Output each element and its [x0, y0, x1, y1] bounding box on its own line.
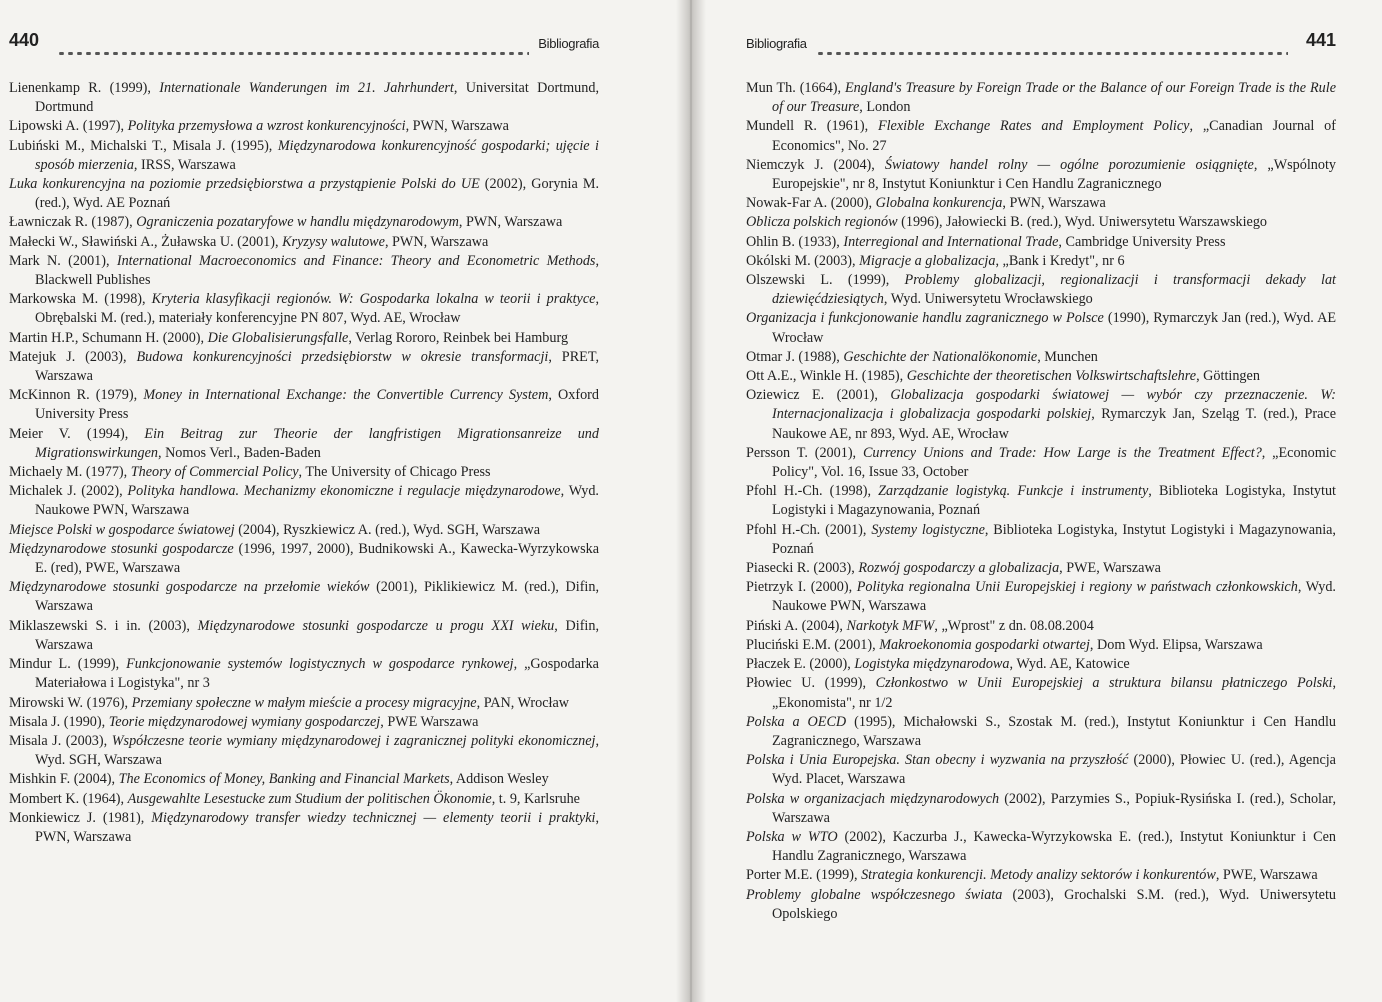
bibliography-entry — [9, 213, 599, 232]
entry-publication: , Wyd. Uniwersytetu Wrocławskiego — [883, 291, 1093, 308]
entry-title: Polska a OECD — [746, 713, 847, 730]
entry-publication: , PWN, Warszawa — [405, 118, 509, 135]
bibliography-entry — [746, 271, 1336, 309]
bibliography-entry — [9, 732, 599, 770]
entry-author-year: Pfohl H.-Ch. (1998), — [746, 483, 879, 500]
bibliography-entry — [9, 290, 599, 328]
entry-title: Die Globalisierungsfalle — [207, 329, 349, 346]
entry-publication: , Dom Wyd. Elipsa, Warszawa — [1089, 636, 1263, 653]
entry-title: Strategia konkurencji. Metody analizy sektorów i konkurentów — [861, 867, 1216, 884]
bibliography-entry — [9, 578, 599, 616]
entry-title: Zarządzanie logistyką. Funkcje i instrumenty — [878, 483, 1149, 500]
entry-publication: , Biblioteka Logistyka, Instytut Logistyki i Magazynowania, Poznań — [772, 521, 1336, 557]
header-dotted-rule — [57, 52, 529, 55]
bibliography-entry — [9, 175, 599, 213]
entry-title: Polityka handlowa. Mechanizmy ekonomiczne i regulacje międzynarodowe — [127, 483, 561, 500]
bibliography-entry — [9, 463, 599, 482]
entry-publication: , PWN, Warszawa — [384, 233, 489, 250]
entry-publication: , Biblioteka Logistyka, Instytut Logistyki i Magazynowania, Poznań — [772, 483, 1336, 519]
bibliography-entry — [9, 348, 599, 386]
page-number: 440 — [9, 30, 40, 50]
bibliography-list — [9, 79, 599, 847]
entry-publication: (2003), Grochalski S.M. (red.), Wyd. Uniwersytetu Opolskiego — [772, 886, 1336, 922]
entry-title: Money in International Exchange: the Convertible Currency System — [143, 387, 549, 404]
entry-author-year: Mun Th. (1664), — [746, 80, 846, 96]
entry-publication: , PWE, Warszawa — [1059, 560, 1161, 577]
entry-title: Internationale Wanderungen im 21. Jahrhundert — [159, 80, 454, 96]
entry-title: Międzynarodowe stosunki gospodarcze — [9, 540, 234, 557]
bibliography-entry — [9, 540, 599, 578]
entry-title: Międzynarodowe stosunki gospodarcze na przełomie wieków — [9, 579, 370, 596]
entry-publication: (2002), Gorynia M. (red.), Wyd. AE Poznań — [35, 176, 599, 212]
entry-title: Ein Beitrag zur Theorie der langfristigen Migrationsanreize und Migrationswirkungen — [35, 425, 599, 461]
page-number: 441 — [1305, 30, 1336, 50]
bibliography-entry — [746, 252, 1336, 271]
entry-author-year: Otmar J. (1988), — [746, 348, 844, 365]
entry-publication: , „Gospodarka Materiałowa i Logistyka", nr 3 — [35, 656, 599, 692]
entry-author-year: Ławniczak R. (1987), — [9, 214, 137, 231]
bibliography-entry — [9, 482, 599, 520]
entry-author-year: Pluciński E.M. (2001), — [746, 636, 880, 653]
entry-title: Problemy globalizacji, regionalizacji i transformacji dekady lat dziewięćdziesiątych — [772, 272, 1336, 308]
entry-publication: , „Ekonomista", nr 1/2 — [772, 675, 1336, 711]
entry-publication: , IRSS, Warszawa — [133, 156, 236, 173]
entry-title: Polityka regionalna Unii Europejskiej i regiony w państwach członkowskich — [856, 579, 1298, 596]
bibliography-entry — [9, 386, 599, 424]
running-head: Bibliografia — [538, 36, 599, 51]
entry-title: Międzynarodowy transfer wiedzy technicznej — elementy teorii i praktyki — [151, 809, 596, 826]
entry-publication: (1990), Rymarczyk Jan (red.), Wyd. AE Wrocław — [772, 310, 1336, 346]
bibliography-entry — [9, 713, 599, 732]
entry-publication: (1996), Jałowiecki B. (red.), Wyd. Uniwersytetu Warszawskiego — [897, 214, 1268, 231]
entry-title: International Macroeconomics and Finance: Theory and Econometric Methods — [116, 252, 596, 269]
bibliography-entry — [746, 751, 1336, 789]
entry-publication: , Nomos Verl., Baden-Baden — [157, 444, 321, 461]
entry-author-year: Płowiec U. (1999), — [746, 675, 876, 692]
entry-title: Globalizacja gospodarki światowej — wybór czy przeznaczenie. W: Internacjonalizacja i globalizacja gospodarki polskiej — [772, 387, 1336, 423]
entry-title: Funkcjonowanie systemów logistycznych w gospodarce rynkowej — [126, 656, 514, 673]
bibliography-entry — [746, 482, 1336, 520]
entry-title: Kryteria klasyfikacji regionów. W: Gospodarka lokalna w teorii i praktyce — [151, 291, 596, 308]
entry-publication: , „Wprost" z dn. 08.08.2004 — [934, 617, 1094, 634]
bibliography-entry — [746, 713, 1336, 751]
entry-author-year: Michaely M. (1977), — [9, 464, 131, 481]
entry-publication: , PWN, Warszawa — [1002, 195, 1106, 212]
entry-author-year: Monkiewicz J. (1981), — [9, 809, 152, 826]
entry-publication: , PAN, Wrocław — [476, 694, 570, 711]
entry-publication: , Munchen — [1037, 348, 1098, 365]
bibliography-entry — [746, 367, 1336, 386]
entry-publication: , Wyd. SGH, Warszawa — [35, 732, 599, 769]
entry-title: Geschichte der theoretischen Volkswirtschaftslehre — [906, 368, 1197, 385]
entry-publication: , Wyd. AE, Katowice — [1009, 656, 1130, 673]
entry-publication: , Cambridge University Press — [1058, 233, 1226, 250]
entry-title: The Economics of Money, Banking and Financial Markets — [118, 771, 450, 788]
entry-publication: , „Wspólnoty Europejskie", nr 8, Instytut Koniunktur i Cen Handlu Zagranicznego — [772, 156, 1336, 193]
entry-publication: , Obrębalski M. (red.), materiały konferencyjne PN 807, Wyd. AE, Wrocław — [35, 291, 599, 327]
bibliography-entry — [746, 828, 1336, 866]
entry-author-year: Piasecki R. (2003), — [746, 560, 859, 577]
entry-publication: , Addison Wesley — [449, 771, 549, 788]
entry-author-year: Misala J. (2003), — [9, 732, 112, 749]
entry-publication: , PWE, Warszawa — [1215, 867, 1318, 884]
bibliography-entry — [9, 809, 599, 847]
entry-title: Budowa konkurencyjności przedsiębiorstw w okresie transformacji — [136, 348, 549, 365]
entry-author-year: Płaczek E. (2000), — [746, 656, 855, 673]
entry-author-year: Martin H.P., Schumann H. (2000), — [9, 329, 208, 346]
entry-title: Makroekonomia gospodarki otwartej — [879, 636, 1090, 653]
bibliography-entry — [746, 233, 1336, 252]
entry-author-year: Lienenkamp R. (1999), — [9, 80, 160, 96]
entry-author-year: Okólski M. (2003), — [746, 252, 860, 269]
bibliography-entry — [746, 790, 1336, 828]
entry-title: Teorie międzynarodowej wymiany gospodarczej — [108, 713, 381, 730]
entry-title: Kryzysy walutowe — [282, 233, 385, 250]
entry-title: Współczesne teorie wymiany międzynarodowej i zagranicznej polityki ekonomicznej — [111, 732, 596, 749]
entry-title: Polska i Unia Europejska. Stan obecny i wyzwania na przyszłość — [746, 752, 1129, 769]
entry-title: Miejsce Polski w gospodarce światowej — [9, 521, 235, 538]
entry-author-year: Pietrzyk I. (2000), — [746, 579, 857, 596]
entry-author-year: Lipowski A. (1997), — [9, 118, 128, 135]
bibliography-entry — [9, 694, 599, 713]
entry-publication: , Oxford University Press — [35, 387, 599, 423]
entry-author-year: Piński A. (2004), — [746, 617, 847, 634]
bibliography-entry — [9, 770, 599, 789]
entry-publication: , The University of Chicago Press — [298, 464, 491, 481]
running-head: Bibliografia — [746, 36, 807, 51]
entry-publication: , „Canadian Journal of Economics", No. 27 — [772, 118, 1336, 154]
bibliography-entry — [9, 329, 599, 348]
entry-author-year: Ott A.E., Winkle H. (1985), — [746, 368, 907, 385]
entry-author-year: Mirowski W. (1976), — [9, 694, 132, 711]
entry-publication: , Blackwell Publishes — [35, 252, 599, 289]
entry-title: Flexible Exchange Rates and Employment Policy — [877, 118, 1190, 135]
bibliography-entry — [9, 252, 599, 290]
entry-title: Organizacja i funkcjonowanie handlu zagranicznego w Polsce — [746, 310, 1104, 327]
bibliography-entry — [9, 617, 599, 655]
entry-publication: , „Economic Policy", Vol. 16, Issue 33, October — [772, 444, 1336, 481]
entry-author-year: Niemczyk J. (2004), — [746, 156, 885, 173]
entry-publication: , Verlag Rororo, Reinbek bei Hamburg — [348, 329, 569, 346]
bibliography-entry — [746, 866, 1336, 885]
bibliography-entry — [746, 309, 1336, 347]
bibliography-entry — [9, 521, 599, 540]
entry-title: Międzynarodowa konkurencyjność gospodarki; ujęcie i sposób mierzenia — [35, 137, 600, 173]
entry-title: Polska w WTO — [746, 828, 838, 845]
entry-author-year: Misala J. (1990), — [9, 713, 109, 730]
bibliography-entry — [746, 521, 1336, 559]
entry-author-year: Małecki W., Sławiński A., Żuławska U. (2001), — [9, 233, 283, 250]
bibliography-entry — [9, 425, 599, 463]
bibliography-entry — [746, 655, 1336, 674]
entry-publication: (2004), Ryszkiewicz A. (red.), Wyd. SGH, Warszawa — [234, 521, 541, 538]
entry-title: Migracje a globalizacja — [859, 252, 996, 269]
entry-publication: , Wyd. Naukowe PWN, Warszawa — [772, 579, 1336, 615]
entry-author-year: Olszewski L. (1999), — [746, 272, 905, 289]
entry-title: Polityka przemysłowa a wzrost konkurencyjności — [127, 118, 406, 135]
bibliography-entry — [746, 79, 1336, 117]
bibliography-entry — [746, 636, 1336, 655]
entry-author-year: Meier V. (1994), — [9, 425, 145, 442]
bibliography-entry — [9, 655, 599, 693]
entry-publication: , Wyd. Naukowe PWN, Warszawa — [35, 483, 599, 519]
entry-title: Currency Unions and Trade: How Large is the Treatment Effect? — [862, 444, 1262, 461]
right-page — [696, 0, 1382, 1002]
left-page-header — [9, 30, 599, 60]
bibliography-entry — [746, 578, 1336, 616]
bibliography-entry — [9, 790, 599, 809]
entry-title: Ausgewahlte Lesestucke zum Studium der politischen Ökonomie — [127, 790, 492, 807]
bibliography-entry — [746, 386, 1336, 444]
entry-title: Geschichte der Nationalökonomie — [843, 348, 1038, 365]
entry-title: Interregional and International Trade — [843, 233, 1059, 250]
entry-publication: , PWE Warszawa — [380, 713, 479, 730]
entry-title: Przemiany społeczne w małym mieście a procesy migracyjne — [131, 694, 477, 711]
bibliography-entry — [746, 886, 1336, 924]
bibliography-entry — [746, 156, 1336, 194]
entry-publication: , PWN, Warszawa — [35, 809, 599, 845]
entry-publication: (2002), Parzymies S., Popiuk-Rysińska I. (red.), Scholar, Warszawa — [772, 790, 1336, 826]
bibliography-entry — [9, 117, 599, 136]
bibliography-entry — [746, 444, 1336, 482]
entry-publication: , t. 9, Karlsruhe — [491, 790, 580, 807]
entry-publication: , Difin, Warszawa — [35, 617, 599, 653]
bibliography-entry — [746, 674, 1336, 712]
entry-publication: , London — [859, 99, 911, 116]
bibliography-entry — [9, 137, 599, 175]
bibliography-entry — [746, 117, 1336, 155]
entry-title: Ograniczenia pozataryfowe w handlu międzynarodowym — [136, 214, 459, 231]
entry-title: Członkostwo w Unii Europejskiej a struktura bilansu płatniczego Polski — [875, 675, 1333, 692]
entry-title: Problemy globalne współczesnego świata — [746, 886, 1003, 903]
entry-title: Systemy logistyczne — [871, 521, 985, 538]
entry-title: Theory of Commercial Policy — [130, 464, 299, 481]
bibliography-list — [746, 79, 1336, 924]
entry-author-year: Pfohl H.-Ch. (2001), — [746, 521, 872, 538]
entry-author-year: Persson T. (2001), — [746, 444, 863, 461]
entry-title: Narkotyk MFW — [846, 617, 935, 634]
entry-author-year: Porter M.E. (1999), — [746, 867, 862, 884]
entry-publication: (1996, 1997, 2000), Budnikowski A., Kawecka-Wyrzykowska E. (red), PWE, Warszawa — [35, 540, 599, 577]
left-page — [0, 0, 686, 1002]
bibliography-entry — [746, 194, 1336, 213]
entry-author-year: Miklaszewski S. i in. (2003), — [9, 617, 198, 634]
entry-publication: (2001), Piklikiewicz M. (red.), Difin, Warszawa — [35, 579, 600, 615]
entry-publication: , PRET, Warszawa — [35, 348, 599, 385]
entry-title: Logistyka międzynarodowa — [854, 656, 1010, 673]
entry-author-year: Mombert K. (1964), — [9, 790, 128, 807]
bibliography-entry — [746, 617, 1336, 636]
bibliography-entry — [9, 79, 599, 117]
bibliography-entry — [746, 348, 1336, 367]
entry-author-year: Oziewicz E. (2001), — [746, 387, 891, 404]
entry-publication: (2002), Kaczurba J., Kawecka-Wyrzykowska E. (red.), Instytut Koniunktur i Cen Handlu Zagranicznego, Warszawa — [772, 828, 1337, 865]
entry-author-year: Mark N. (2001), — [9, 252, 117, 269]
entry-author-year: Matejuk J. (2003), — [9, 348, 137, 365]
bibliography-entry — [746, 559, 1336, 578]
entry-title: Oblicza polskich regionów — [746, 214, 898, 231]
bibliography-entry — [746, 213, 1336, 232]
entry-author-year: Mishkin F. (2004), — [9, 771, 119, 788]
entry-author-year: Michalek J. (2002), — [9, 483, 128, 500]
entry-author-year: Lubiński M., Michalski T., Misala J. (1995), — [9, 137, 278, 154]
entry-publication: (2000), Płowiec U. (red.), Agencja Wyd. Placet, Warszawa — [772, 752, 1336, 788]
entry-author-year: Mindur L. (1999), — [9, 656, 127, 673]
entry-title: Światowy handel rolny — ogólne porozumienie osiągnięte — [884, 156, 1254, 173]
entry-publication: , Göttingen — [1196, 368, 1260, 385]
entry-author-year: Markowska M. (1998), — [9, 291, 152, 308]
right-page-header — [746, 30, 1336, 60]
entry-title: Globalna konkurencja — [875, 195, 1003, 212]
entry-title: Polska w organizacjach międzynarodowych — [746, 790, 1000, 807]
entry-title: Międzynarodowe stosunki gospodarcze u progu XXI wieku — [197, 617, 555, 634]
entry-title: Luka konkurencyjna na poziomie przedsiębiorstwa a przystąpienie Polski do UE — [9, 176, 480, 193]
bibliography-entry — [9, 233, 599, 252]
entry-publication: , „Bank i Kredyt", nr 6 — [995, 252, 1125, 269]
entry-author-year: Mundell R. (1961), — [746, 118, 878, 135]
entry-publication: , Rymarczyk Jan, Szeląg T. (red.), Prace Naukowe AE, nr 893, Wyd. AE, Wrocław — [772, 406, 1336, 442]
entry-author-year: Nowak-Far A. (2000), — [746, 195, 876, 212]
entry-publication: , PWN, Warszawa — [458, 214, 563, 231]
book-gutter — [676, 0, 706, 1002]
entry-publication: , Universitat Dortmund, Dortmund — [35, 80, 599, 116]
entry-title: England's Treasure by Foreign Trade or the Balance of our Foreign Trade is the Rule of our Treasure — [772, 80, 1336, 116]
entry-title: Rozwój gospodarczy a globalizacja — [858, 560, 1060, 577]
entry-publication: (1995), Michałowski S., Szostak M. (red.), Instytut Koniunktur i Cen Handlu Zagranicznego, Warszawa — [772, 713, 1336, 749]
entry-author-year: McKinnon R. (1979), — [9, 387, 144, 404]
entry-author-year: Ohlin B. (1933), — [746, 233, 844, 250]
header-dotted-rule — [816, 52, 1288, 55]
